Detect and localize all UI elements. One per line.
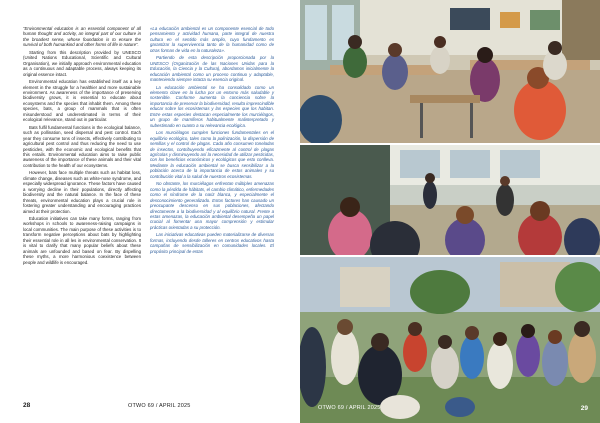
- spanish-column: [150, 26, 274, 256]
- spanish-paragraph-1: Partiendo de esta descripción proporcionada por la UNESCO (Organización de las Naciones Unidas para la Educación, la Ciencia y la Cultura), abordamos inicialmente la educación ambiental como un proceso continuo y adaptable, manteniendo siempre intacta su esencia original.: [150, 55, 274, 83]
- spanish-paragraph-3: Los murciélagos cumplen funciones fundamentales en el equilibrio ecológico, tales como la polinización, la dispersión de semillas y el control de plagas. Cada año consumen toneladas de insectos, contribuyendo eficazmente al control de plagas agrícolas y disminuyendo así la necesidad de utilizar pesticidas, con los beneficios económicos y ecológicos que esto conlleva. Mediante la educación ambiental se busca sensibilizar a la población acerca de la importancia de estos animales y su contribución vital a la salud de nuestros ecosistemas.: [150, 130, 274, 179]
- english-paragraph-1: Starting from this description provided by UNESCO (United Nations Educational, Scientific and Cultural Organisation), we initially approach environmental education as a continuous and adaptable process, always keeping its original essence intact.: [23, 49, 141, 77]
- right-page: [300, 0, 600, 423]
- english-quote: “Environmental education is an essential component of all human thought and activity, an integral part of our culture in the broadest sense, whose foundation is to ensure the survival of both humankind and other forms of life in nature”.: [23, 26, 141, 48]
- spanish-quote: «La educación ambiental es un componente esencial de todo pensamiento y actividad humana, parte integral de nuestra cultura en el sentido más amplio, cuyo fundamento es garantizar la supervivencia tanto de la humanidad como de otras formas de vida en la naturaleza».: [150, 26, 274, 53]
- english-paragraph-3: Bats fulfil fundamental functions in the ecological balance, such as pollination, seed dispersal and pest control. Each year they consume tons of insects, effectively contributing to agricultural pest control and thus reducing the need to use pesticides, with the economic and ecological benefits that this entails. Environmental education aims to raise public awareness of the importance of these animals and their vital contribution to the health of our ecosystems.: [23, 124, 141, 168]
- english-paragraph-5: Education initiatives can take many forms, ranging from workshops in schools to awareness-raising campaigns in local communities. The main purpose of these activities is to transform negative perceptions about bats by highlighting their essential role in all les in environmental conservation. It is vital to clarify that many popular beliefs about these animals are unfounded and based on fear. By dispelling these myths, a more harmonious coexistence between people and wildlife is encouraged.: [23, 215, 141, 265]
- right-running-footer: OTWO 69 / APRIL 2025: [318, 405, 381, 411]
- left-page-number: 28: [23, 402, 31, 409]
- outdoor-group-photo: [300, 255, 600, 423]
- right-page-number: 29: [580, 405, 588, 412]
- english-paragraph-4: However, bats face multiple threats such as habitat loss, climate change, diseases such as white-nose syndrome, and especially widespread ignorance. These factors have caused a worrying decline in their populations, directly affecting biodiversity and the natural balance. In the face of these threats, environmental education plays a crucial role in fostering greater understanding and encouraging practices aimed at their protection.: [23, 170, 141, 214]
- spanish-paragraph-5: Las iniciativas educativas pueden materializarse de diversas formas, incluyendo desde talleres en centros educativos hasta campañas de sensibilización en comunidades locales. El propósito principal de estas: [150, 232, 274, 254]
- workshop-photo-image: [300, 145, 600, 257]
- right-footer: [300, 405, 600, 417]
- spanish-paragraph-4: No obstante, los murciélagos enfrentan múltiples amenazas como la pérdida de hábitats, el cambio climático, enfermedades como el síndrome de la nariz blanca, y especialmente el desconocimiento generalizado. Estos factores han causado un preocupante descenso en sus poblaciones, afectando directamente a la biodiversidad y al equilibrio natural. Frente a estas amenazas, la educación ambiental desempeña un papel crucial al fomentar una mayor comprensión y estimular prácticas orientadas a su protección.: [150, 181, 274, 230]
- spanish-paragraph-2: La educación ambiental se ha consolidado como un elemento clave en la lucha por un entorno más saludable y sostenible. Conforme aumenta la conciencia sobre la importancia de preservar la biodiversidad, resulta imprescindible educar sobre los ecosistemas y las especies que los habitan. Entre estas especies destacan especialmente los murciélagos, un grupo de mamíferos habitualmente malinterpretado y subestimado en cuanto a su relevancia ecológica.: [150, 84, 274, 128]
- left-running-footer: OTWO 69 / APRIL 2025: [128, 403, 191, 409]
- english-column: [23, 26, 141, 267]
- workshop-photo: [300, 143, 600, 257]
- outdoor-group-photo-image: [300, 257, 600, 423]
- classroom-photo: [300, 0, 600, 143]
- english-paragraph-2: Environmental education has established itself as a key element in the struggle for a healthier and more sustainable environment. As awareness of the importance of preserving biodiversity grows, it is essential to educate about ecosystems and the species that inhabit them. Among these species, bats, a group of mammals that is often misunderstood and underestimated in terms of their ecological relevance, stand out in particular.: [23, 79, 141, 123]
- classroom-photo-image: [300, 0, 600, 143]
